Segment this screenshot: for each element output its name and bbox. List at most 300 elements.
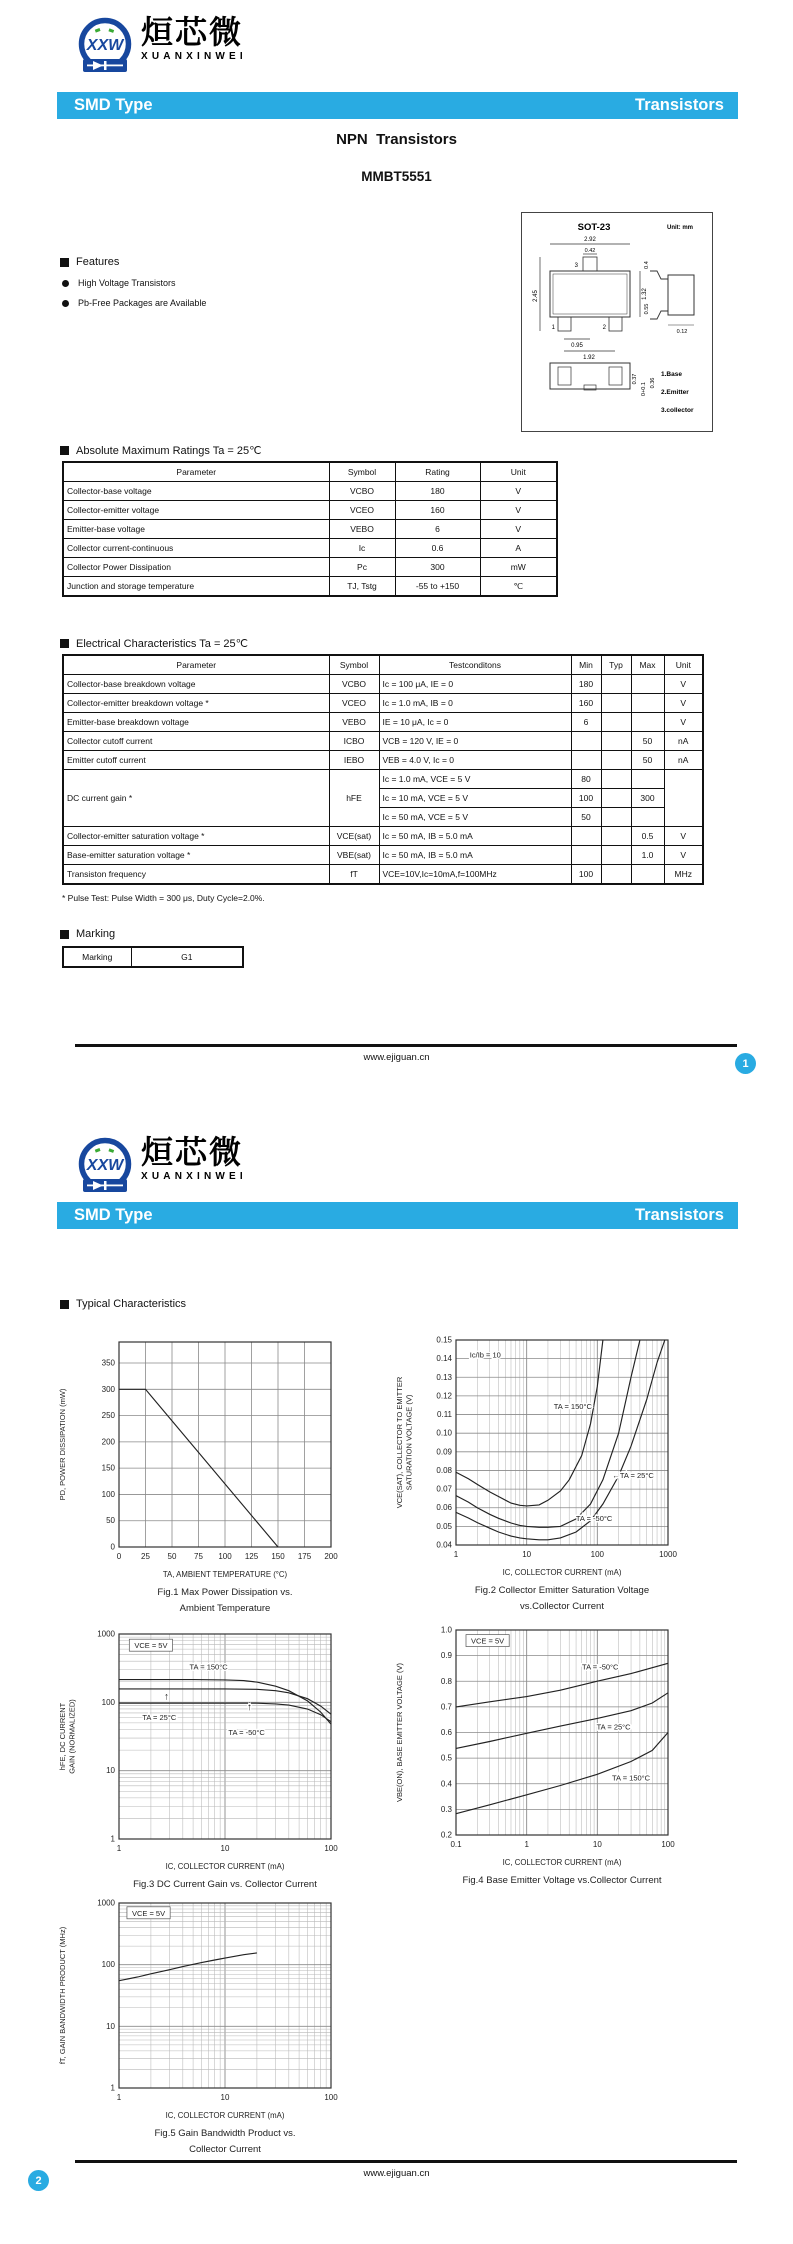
- table-cell: [631, 675, 664, 694]
- feature-item: [62, 298, 206, 308]
- table-cell: 80: [571, 770, 601, 789]
- curve-label: TA = 25°C: [142, 1713, 177, 1723]
- dot-bullet-icon: [62, 280, 69, 287]
- table-cell: [601, 808, 631, 827]
- svg-text:0.08: 0.08: [436, 1465, 452, 1475]
- absolute-maximum-ratings-table: [62, 461, 558, 597]
- column-header: Min: [571, 655, 601, 675]
- svg-text:100: 100: [101, 1697, 115, 1707]
- x-axis-label: IC, COLLECTOR CURRENT (mA): [502, 1858, 622, 1867]
- curve-label: ←TA = 25°C: [612, 1470, 654, 1480]
- table-cell: 160: [571, 694, 601, 713]
- logo-latin-name: XUANXINWEI: [141, 1170, 247, 1182]
- table-row: [63, 827, 703, 846]
- table-cell: 0.5: [631, 827, 664, 846]
- table-cell: ℃: [480, 577, 557, 597]
- table-cell: hFE: [329, 770, 379, 827]
- table-row: [63, 865, 703, 885]
- table-cell: 0.6: [395, 539, 480, 558]
- pin-legend-emitter: 2.Emitter: [661, 389, 689, 396]
- dim-lead-top: 0.4: [644, 261, 650, 269]
- table-cell: VCBO: [329, 482, 395, 501]
- table-row: [63, 947, 243, 967]
- table-cell: Collector current-continuous: [63, 539, 329, 558]
- dim-bottom-b: 0+0.1: [641, 382, 647, 396]
- table-cell: [601, 713, 631, 732]
- page-number-badge: 1: [735, 1053, 756, 1074]
- features-section: [60, 256, 206, 308]
- figure-caption: Fig.3 DC Current Gain vs. Collector Current: [133, 1879, 317, 1890]
- table-cell: [571, 751, 601, 770]
- logo-latin-name: XUANXINWEI: [141, 50, 247, 62]
- svg-text:0.10: 0.10: [436, 1428, 452, 1438]
- svg-text:1: 1: [110, 2083, 115, 2093]
- svg-text:10: 10: [220, 2093, 230, 2102]
- logo-chinese-name: 烜芯微: [141, 1134, 244, 1170]
- column-header: Typ: [601, 655, 631, 675]
- square-bullet-icon: [60, 639, 69, 648]
- table-row: [63, 501, 557, 520]
- column-header: Symbol: [329, 462, 395, 482]
- table-cell: VCE=10V,Ic=10mA,f=100MHz: [379, 865, 571, 885]
- footer-url: www.ejiguan.cn: [363, 2168, 430, 2179]
- table-row: [63, 770, 703, 789]
- pin2-number: 2: [602, 325, 606, 331]
- fig1-power-dissipation-chart: [55, 1330, 365, 1635]
- square-bullet-icon: [60, 1300, 69, 1309]
- dim-inner-height: 1.32: [642, 288, 648, 300]
- table-cell: V: [664, 713, 703, 732]
- logo-monogram: XXW: [86, 37, 124, 54]
- y-axis-label: VCE(SAT), COLLECTOR TO EMITTER: [395, 1376, 404, 1509]
- table-cell: V: [664, 846, 703, 865]
- svg-text:10: 10: [106, 1766, 115, 1776]
- table-cell: [601, 770, 631, 789]
- curve-label: TA = -50°C: [228, 1728, 265, 1738]
- pin3-number: 3: [574, 263, 578, 269]
- package-name: SOT-23: [577, 222, 611, 233]
- table-cell: Junction and storage temperature: [63, 577, 329, 597]
- svg-text:250: 250: [101, 1411, 115, 1421]
- table-cell: Ic = 10 mA, VCE = 5 V: [379, 789, 571, 808]
- svg-text:175: 175: [297, 1552, 312, 1561]
- table-cell: Ic = 50 mA, IB = 5.0 mA: [379, 846, 571, 865]
- svg-text:100: 100: [101, 1489, 115, 1499]
- table-cell: 6: [571, 713, 601, 732]
- table-cell: VCEO: [329, 694, 379, 713]
- figure-caption: Ambient Temperature: [179, 1603, 271, 1614]
- fig3-dc-gain-chart: [55, 1622, 365, 1927]
- marking-title-label: Marking: [76, 928, 116, 940]
- svg-text:100: 100: [324, 2093, 338, 2102]
- table-cell: VEBO: [329, 520, 395, 539]
- features-title: [60, 256, 206, 268]
- table-cell: VCBO: [329, 675, 379, 694]
- table-cell: DC current gain *: [63, 770, 329, 827]
- dim-pin-pitch: 0.95: [571, 343, 583, 349]
- y-axis-label: VBE(ON), BASE EMITTER VOLTAGE (V): [395, 1663, 404, 1802]
- table-cell: [571, 827, 601, 846]
- svg-text:125: 125: [244, 1552, 259, 1561]
- dim-lead-foot: 0.12: [676, 329, 688, 335]
- dim-tab-width: 0.42: [584, 248, 596, 254]
- table-cell: nA: [664, 751, 703, 770]
- table-cell: 1.0: [631, 846, 664, 865]
- table-cell: VCEO: [329, 501, 395, 520]
- figure-caption: Fig.4 Base Emitter Voltage vs.Collector Current: [462, 1875, 662, 1886]
- table-cell: [631, 713, 664, 732]
- table-row: [63, 732, 703, 751]
- table-cell: Collector-base voltage: [63, 482, 329, 501]
- pulse-test-footnote: * Pulse Test: Pulse Width = 300 μs, Duty Cycle=2.0%.: [62, 893, 265, 903]
- svg-text:1000: 1000: [97, 1629, 115, 1639]
- pin-legend-collector: 3.collector: [661, 407, 694, 414]
- figure-caption: Fig.1 Max Power Dissipation vs.: [157, 1587, 293, 1598]
- x-axis-label: IC, COLLECTOR CURRENT (mA): [165, 2111, 285, 2120]
- table-cell: Emitter cutoff current: [63, 751, 329, 770]
- table-row: [63, 539, 557, 558]
- table-row: [63, 751, 703, 770]
- square-bullet-icon: [60, 258, 69, 267]
- svg-text:0.05: 0.05: [436, 1521, 452, 1531]
- svg-text:0.12: 0.12: [436, 1391, 452, 1401]
- marking-section-title: [60, 928, 115, 940]
- table-cell: V: [664, 827, 703, 846]
- pin-legend-base: 1.Base: [661, 371, 682, 378]
- table-cell: Transiston frequency: [63, 865, 329, 885]
- header-banner: [57, 92, 738, 119]
- table-cell: 300: [631, 789, 664, 808]
- banner-right-label: Transistors: [635, 1206, 724, 1224]
- table-cell: ICBO: [329, 732, 379, 751]
- banner-left-label: SMD Type: [74, 96, 153, 114]
- column-header: Testconditons: [379, 655, 571, 675]
- dim-body-width: 2.92: [584, 237, 596, 243]
- package-drawing: [521, 212, 713, 432]
- svg-text:200: 200: [324, 1552, 338, 1561]
- column-header: Rating: [395, 462, 480, 482]
- amr-title-label: Absolute Maximum Ratings Ta = 25℃: [76, 445, 262, 457]
- svg-text:25: 25: [141, 1552, 150, 1561]
- table-cell: Collector-emitter saturation voltage *: [63, 827, 329, 846]
- svg-text:0.2: 0.2: [440, 1830, 452, 1840]
- table-cell: IE = 10 μA, Ic = 0: [379, 713, 571, 732]
- typical-section-title: [60, 1298, 186, 1310]
- table-row: [63, 713, 703, 732]
- table-cell: [631, 808, 664, 827]
- curve-label: TA = 25°C: [596, 1722, 631, 1732]
- table-cell: 180: [395, 482, 480, 501]
- table-row: [63, 675, 703, 694]
- svg-text:0.09: 0.09: [436, 1447, 452, 1457]
- svg-text:10: 10: [220, 1844, 230, 1853]
- series-curve: [456, 1663, 668, 1707]
- table-cell: 160: [395, 501, 480, 520]
- svg-text:0.14: 0.14: [436, 1354, 452, 1364]
- svg-text:300: 300: [101, 1384, 115, 1394]
- svg-text:0.4: 0.4: [440, 1779, 452, 1789]
- svg-text:200: 200: [101, 1437, 115, 1447]
- dot-bullet-icon: [62, 300, 69, 307]
- table-cell: 300: [395, 558, 480, 577]
- page-number-badge: 2: [28, 2170, 49, 2191]
- table-cell: [601, 732, 631, 751]
- column-header: Symbol: [329, 655, 379, 675]
- x-axis-label: IC, COLLECTOR CURRENT (mA): [502, 1568, 622, 1577]
- part-number: MMBT5551: [361, 169, 432, 184]
- svg-text:1: 1: [453, 1550, 459, 1559]
- table-cell: [631, 770, 664, 789]
- curve-label: TA = 150°C: [612, 1773, 651, 1783]
- x-axis-label: TA, AMBIENT TEMPERATURE (°C): [162, 1570, 288, 1579]
- svg-text:350: 350: [101, 1358, 115, 1368]
- figure-caption: Fig.2 Collector Emitter Saturation Voltage: [474, 1585, 650, 1596]
- table-cell: MHz: [664, 865, 703, 885]
- svg-text:1.0: 1.0: [440, 1625, 452, 1635]
- curve-label: Ic/Ib = 10: [469, 1350, 501, 1360]
- banner-right-label: Transistors: [635, 96, 724, 114]
- table-row: [63, 520, 557, 539]
- dim-body-height: 2.45: [533, 290, 539, 302]
- curve-label: ↑: [163, 1691, 169, 1703]
- curve-label: VCE = 5V: [471, 1636, 505, 1646]
- svg-text:10: 10: [106, 2021, 115, 2031]
- y-axis-label: GAIN (NORMALIZED): [67, 1699, 77, 1774]
- svg-text:0.04: 0.04: [436, 1540, 452, 1550]
- svg-text:1000: 1000: [659, 1550, 677, 1559]
- svg-text:75: 75: [194, 1552, 203, 1561]
- table-cell: Base-emitter saturation voltage *: [63, 846, 329, 865]
- curve-label: VCE = 5V: [131, 1908, 166, 1918]
- pin1-number: 1: [551, 325, 555, 331]
- svg-text:1: 1: [110, 1834, 115, 1844]
- logo-mark-icon: [76, 1136, 134, 1196]
- table-cell: Collector cutoff current: [63, 732, 329, 751]
- figure-caption: Fig.5 Gain Bandwidth Product vs.: [154, 2128, 296, 2139]
- table-cell: [571, 846, 601, 865]
- table-cell: [601, 827, 631, 846]
- table-cell: [631, 694, 664, 713]
- svg-text:0: 0: [110, 1542, 115, 1552]
- table-cell: [601, 751, 631, 770]
- table-cell: [631, 865, 664, 885]
- table-cell: G1: [131, 947, 243, 967]
- footer-rule: [75, 2160, 737, 2163]
- table-cell: 6: [395, 520, 480, 539]
- dim-bottom-a: 0.37: [632, 373, 638, 385]
- package-unit: Unit: mm: [667, 225, 693, 231]
- y-axis-label: SATURATION VOLTAGE (V): [404, 1394, 414, 1491]
- dim-lead-height: 0.55: [644, 303, 650, 315]
- svg-text:1: 1: [116, 1844, 122, 1853]
- figure-caption: Collector Current: [189, 2144, 261, 2155]
- table-cell: TJ, Tstg: [329, 577, 395, 597]
- fig4-vbe-chart: [392, 1618, 702, 1923]
- svg-text:50: 50: [106, 1516, 115, 1526]
- table-cell: 100: [571, 789, 601, 808]
- svg-text:100: 100: [661, 1840, 675, 1849]
- column-header: Parameter: [63, 655, 329, 675]
- feature-item: [62, 278, 206, 288]
- table-cell: VEB = 4.0 V, Ic = 0: [379, 751, 571, 770]
- table-cell: Emitter-base breakdown voltage: [63, 713, 329, 732]
- package-outline-icon: [522, 213, 710, 429]
- square-bullet-icon: [60, 930, 69, 939]
- y-axis-label: hFE, DC CURRENT: [58, 1702, 67, 1771]
- svg-text:1: 1: [524, 1840, 529, 1849]
- table-cell: VEBO: [329, 713, 379, 732]
- table-cell: Collector-base breakdown voltage: [63, 675, 329, 694]
- table-cell: Collector Power Dissipation: [63, 558, 329, 577]
- column-header: Unit: [664, 655, 703, 675]
- svg-text:0.15: 0.15: [436, 1335, 452, 1345]
- svg-text:0.13: 0.13: [436, 1372, 452, 1382]
- table-cell: [601, 789, 631, 808]
- ec-section-title: [60, 637, 248, 650]
- series-curve: [119, 1953, 257, 1981]
- table-cell: Ic = 100 μA, IE = 0: [379, 675, 571, 694]
- page-title: NPN Transistors: [336, 131, 457, 148]
- fig5-gain-bandwidth-chart: [55, 1891, 365, 2176]
- svg-text:0.6: 0.6: [440, 1728, 452, 1737]
- banner-left-label: SMD Type: [74, 1206, 153, 1224]
- svg-text:150: 150: [101, 1463, 115, 1473]
- table-cell: V: [664, 675, 703, 694]
- footer-url: www.ejiguan.cn: [363, 1052, 430, 1063]
- svg-text:10: 10: [522, 1550, 532, 1559]
- typical-title-label: Typical Characteristics: [76, 1298, 187, 1310]
- table-cell: nA: [664, 732, 703, 751]
- table-cell: Ic = 1.0 mA, VCE = 5 V: [379, 770, 571, 789]
- svg-text:150: 150: [271, 1552, 285, 1561]
- svg-text:10: 10: [592, 1840, 602, 1849]
- table-cell: Collector-emitter breakdown voltage *: [63, 694, 329, 713]
- figure-caption: vs.Collector Current: [520, 1601, 604, 1612]
- svg-text:100: 100: [218, 1552, 232, 1561]
- table-row: [63, 558, 557, 577]
- svg-text:100: 100: [590, 1550, 605, 1559]
- header-banner: [57, 1202, 738, 1229]
- table-cell: 100: [571, 865, 601, 885]
- y-axis-label: fT, GAIN BANDWIDTH PRODUCT (MHz): [58, 1926, 67, 2065]
- svg-text:0.1: 0.1: [450, 1840, 462, 1849]
- table-cell: Emitter-base voltage: [63, 520, 329, 539]
- curve-label: TA = 150°C: [189, 1662, 228, 1672]
- table-cell: Marking: [63, 947, 131, 967]
- svg-text:0: 0: [116, 1552, 122, 1561]
- table-cell: [571, 732, 601, 751]
- table-cell: [664, 770, 703, 827]
- table-cell: V: [480, 482, 557, 501]
- table-cell: 50: [631, 751, 664, 770]
- series-curve: [456, 1340, 603, 1506]
- x-axis-label: IC, COLLECTOR CURRENT (mA): [165, 1862, 285, 1871]
- svg-text:0.07: 0.07: [436, 1484, 452, 1494]
- table-cell: Ic: [329, 539, 395, 558]
- svg-text:0.11: 0.11: [437, 1410, 452, 1420]
- table-cell: fT: [329, 865, 379, 885]
- table-cell: Ic = 50 mA, VCE = 5 V: [379, 808, 571, 827]
- logo-monogram: XXW: [86, 1157, 124, 1174]
- company-logo: [76, 1136, 247, 1196]
- curve-label: TA = -50°C: [582, 1662, 619, 1672]
- table-row: [63, 577, 557, 597]
- logo-chinese-name: 烜芯微: [141, 14, 244, 50]
- table-cell: [601, 675, 631, 694]
- fig2-vcesat-chart: [392, 1328, 702, 1633]
- table-cell: V: [480, 520, 557, 539]
- svg-text:100: 100: [101, 1960, 115, 1970]
- table-cell: Ic = 50 mA, IB = 5.0 mA: [379, 827, 571, 846]
- table-row: [63, 694, 703, 713]
- table-row: [63, 482, 557, 501]
- svg-text:0.06: 0.06: [436, 1503, 452, 1513]
- table-cell: VCB = 120 V, IE = 0: [379, 732, 571, 751]
- curve-label: ↑: [246, 1702, 252, 1714]
- svg-text:100: 100: [324, 1844, 338, 1853]
- table-cell: V: [480, 501, 557, 520]
- svg-text:0.7: 0.7: [440, 1702, 452, 1712]
- square-bullet-icon: [60, 446, 69, 455]
- table-cell: 50: [631, 732, 664, 751]
- svg-text:0.3: 0.3: [440, 1804, 452, 1814]
- electrical-characteristics-table: [62, 654, 704, 885]
- svg-text:0.5: 0.5: [440, 1753, 452, 1763]
- table-cell: [601, 694, 631, 713]
- column-header: Unit: [480, 462, 557, 482]
- amr-section-title: [60, 444, 262, 457]
- table-cell: 50: [571, 808, 601, 827]
- y-axis-label: PD, POWER DISSIPATION (mW): [58, 1388, 67, 1501]
- table-cell: mW: [480, 558, 557, 577]
- table-cell: V: [664, 694, 703, 713]
- table-cell: [601, 846, 631, 865]
- svg-text:1000: 1000: [97, 1898, 115, 1908]
- svg-text:1: 1: [116, 2093, 122, 2102]
- column-header: Max: [631, 655, 664, 675]
- table-cell: -55 to +150: [395, 577, 480, 597]
- ec-title-label: Electrical Characteristics Ta = 25℃: [76, 638, 249, 650]
- table-cell: Ic = 1.0 mA, IB = 0: [379, 694, 571, 713]
- table-cell: IEBO: [329, 751, 379, 770]
- footer-rule: [75, 1044, 737, 1047]
- curve-label: TA = 150°C: [553, 1401, 592, 1411]
- marking-table: [62, 946, 244, 968]
- table-row: [63, 846, 703, 865]
- logo-mark-icon: [76, 16, 134, 76]
- table-cell: 180: [571, 675, 601, 694]
- table-cell: VBE(sat): [329, 846, 379, 865]
- feature-item-label: Pb-Free Packages are Available: [78, 298, 207, 308]
- series-curve: [456, 1693, 668, 1749]
- svg-text:0.8: 0.8: [440, 1676, 452, 1686]
- dim-bottom-c: 0.36: [650, 377, 656, 389]
- curve-label: VCE = 5V: [134, 1641, 168, 1651]
- table-cell: Pc: [329, 558, 395, 577]
- company-logo: [76, 16, 247, 76]
- table-cell: Collector-emitter voltage: [63, 501, 329, 520]
- dim-pin-span: 1.92: [583, 355, 595, 361]
- table-cell: VCE(sat): [329, 827, 379, 846]
- feature-item-label: High Voltage Transistors: [78, 278, 176, 288]
- column-header: Parameter: [63, 462, 329, 482]
- svg-text:50: 50: [167, 1552, 177, 1561]
- curve-label: TA = -50°C: [575, 1513, 613, 1523]
- table-cell: A: [480, 539, 557, 558]
- features-title-label: Features: [76, 256, 120, 268]
- table-cell: [601, 865, 631, 885]
- svg-text:0.9: 0.9: [440, 1651, 452, 1661]
